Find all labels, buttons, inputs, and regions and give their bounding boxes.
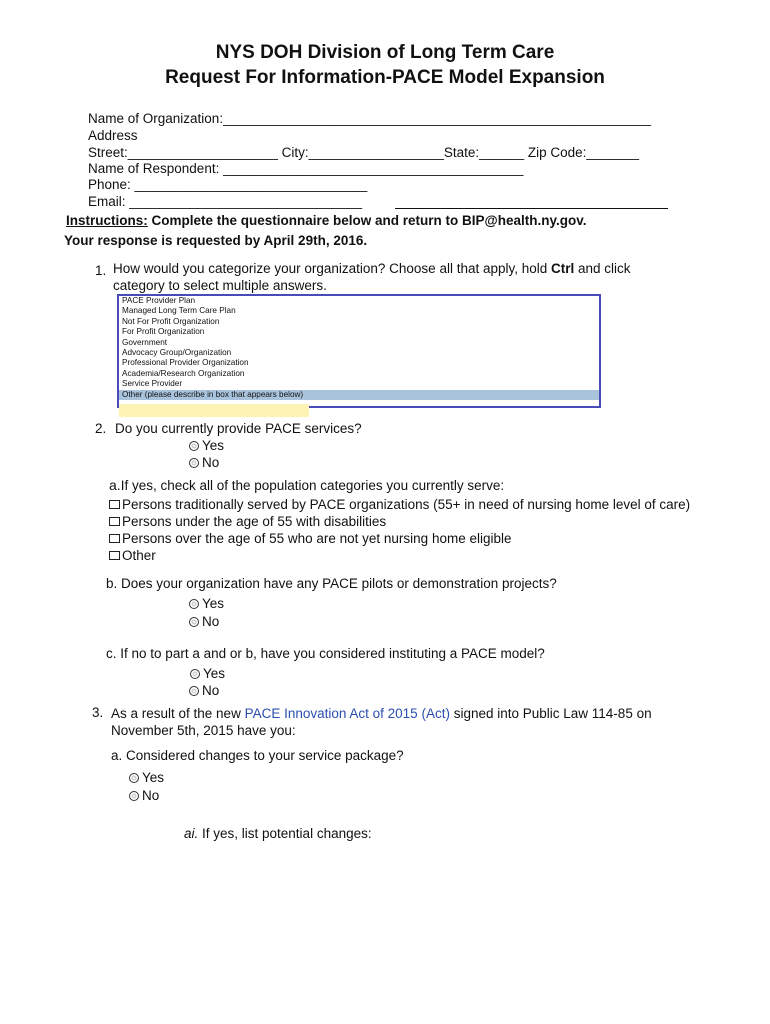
email-underline — [395, 208, 668, 209]
q2-number: 2. — [95, 421, 107, 436]
list-option[interactable]: Academia/Research Organization — [122, 368, 245, 378]
list-option[interactable]: Advocacy Group/Organization — [122, 348, 232, 358]
radio-icon[interactable] — [189, 599, 199, 609]
q3-text: As a result of the new PACE Innovation Act of 2015 (Act) signed into Public Law 114-85 on — [111, 706, 652, 721]
list-option[interactable]: Professional Provider Organization — [122, 358, 249, 368]
organization-name-field[interactable]: Name of Organization:_________________________________________________________ — [88, 111, 652, 126]
checkbox-icon[interactable] — [109, 534, 120, 543]
street-city-state-zip-field[interactable]: Street:____________________ City:__________________State:______ Zip Code:_______ — [88, 145, 639, 160]
phone-line-extension: ____________ — [277, 177, 368, 192]
q2a-check-under-55[interactable]: Persons under the age of 55 with disabilities — [109, 514, 386, 530]
q3a-no-option[interactable]: No — [129, 788, 159, 804]
list-option[interactable]: PACE Provider Plan — [122, 296, 196, 305]
checkbox-icon[interactable] — [109, 500, 120, 509]
phone-label: Phone: ___________________ — [88, 177, 278, 192]
q2a-check-other[interactable]: Other — [109, 548, 156, 564]
ctrl-key-label: Ctrl — [551, 261, 575, 276]
radio-icon[interactable] — [189, 617, 199, 627]
q3-number: 3. — [92, 705, 104, 720]
checkbox-icon[interactable] — [109, 551, 120, 560]
checkbox-icon[interactable] — [109, 517, 120, 526]
list-option[interactable]: Government — [122, 337, 168, 347]
q3ai-text: ai. If yes, list potential changes: — [184, 826, 372, 841]
q3a-yes-option[interactable]: Yes — [129, 770, 164, 786]
radio-icon[interactable] — [190, 669, 200, 679]
list-option[interactable]: Service Provider — [122, 379, 183, 389]
address-label: Address — [88, 128, 138, 143]
radio-icon[interactable] — [189, 441, 199, 451]
q2b-text: b. Does your organization have any PACE pilots or demonstration projects? — [106, 576, 557, 591]
q1-number: 1. — [95, 263, 107, 278]
deadline-text: Your response is requested by April 29th, 2016. — [64, 233, 368, 248]
radio-icon[interactable] — [189, 686, 199, 696]
radio-icon[interactable] — [189, 458, 199, 468]
q1-text: How would you categorize your organization? Choose all that apply, hold Ctrl and click — [113, 261, 631, 276]
list-option[interactable]: Not For Profit Organization — [122, 316, 220, 326]
q3a-text: a. Considered changes to your service package? — [111, 748, 404, 763]
phone-field[interactable] — [88, 177, 367, 193]
page-title: NYS DOH Division of Long Term Care — [215, 42, 555, 63]
q2-no-option[interactable]: No — [189, 455, 219, 471]
radio-icon[interactable] — [129, 791, 139, 801]
instructions — [66, 213, 586, 229]
other-description-input[interactable] — [119, 404, 309, 417]
email-field[interactable]: Email: _______________________________ — [88, 194, 363, 209]
list-option-selected[interactable]: Other (please describe in box that appears below) — [119, 390, 599, 400]
radio-icon[interactable] — [129, 773, 139, 783]
q2a-text: a.If yes, check all of the population categories you currently serve: — [109, 477, 505, 493]
pace-act-link[interactable]: PACE Innovation Act of 2015 (Act) — [244, 706, 450, 721]
q1-text-cont: category to select multiple answers. — [113, 278, 327, 293]
q2a-check-traditional[interactable]: Persons traditionally served by PACE organizations (55+ in need of nursing home level of care) — [109, 497, 690, 513]
q3-text-cont: November 5th, 2015 have you: — [111, 723, 296, 738]
q2b-yes-option[interactable]: Yes — [189, 596, 224, 612]
page-subtitle: Request For Information-PACE Model Expansion — [165, 67, 605, 88]
list-option[interactable]: For Profit Organization — [122, 327, 205, 337]
respondent-name-field[interactable]: Name of Respondent: ________________________________________ — [88, 161, 524, 176]
q2c-no-option[interactable]: No — [189, 683, 219, 699]
organization-category-listbox[interactable] — [117, 294, 601, 408]
q2c-text: c. If no to part a and or b, have you considered instituting a PACE model? — [106, 646, 545, 661]
q2-text: Do you currently provide PACE services? — [115, 421, 362, 436]
q2c-yes-option[interactable]: Yes — [190, 666, 225, 682]
q2b-no-option[interactable]: No — [189, 614, 219, 630]
q2-yes-option[interactable]: Yes — [189, 438, 224, 454]
list-option[interactable]: Managed Long Term Care Plan — [122, 306, 236, 316]
instructions-text: Complete the questionnaire below and return to BIP@health.ny.gov. — [147, 213, 587, 228]
q2a-check-over-55[interactable]: Persons over the age of 55 who are not yet nursing home eligible — [109, 531, 512, 547]
instructions-label: Instructions: — [66, 213, 148, 228]
